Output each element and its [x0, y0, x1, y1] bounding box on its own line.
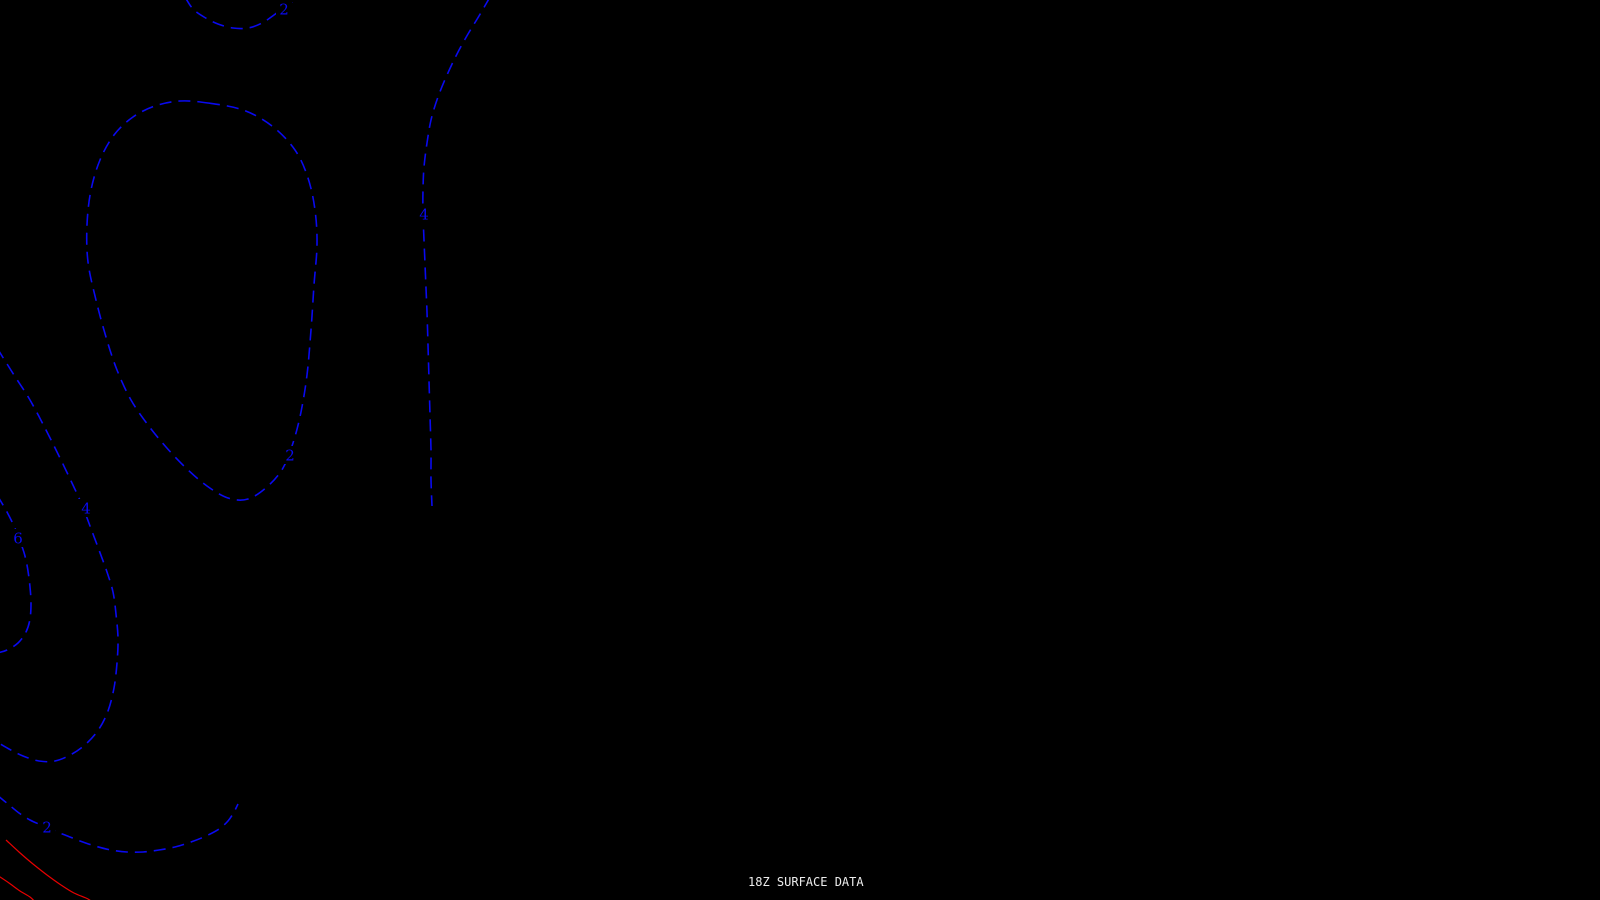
isoline-oval-2-label: 2: [285, 446, 295, 465]
isoline-right-4-label: 4: [419, 205, 429, 224]
isoline-top-dip-label: 2: [279, 0, 289, 19]
isoline-right-4: [423, 0, 490, 506]
isoline-left-lower-6: [0, 495, 31, 653]
isoline-left-diagonal-4-label: 4: [81, 499, 91, 518]
plot-caption: 18Z SURFACE DATA: [748, 875, 864, 889]
isoline-oval-2: [87, 101, 317, 500]
isoline-bottom-2: [0, 795, 238, 852]
isoline-bottom-2-label: 2: [42, 818, 52, 837]
red-isoline-2: [0, 875, 36, 900]
isoline-left-lower-6-label: 6: [13, 529, 23, 548]
isoline-left-diagonal-4: [0, 348, 118, 762]
